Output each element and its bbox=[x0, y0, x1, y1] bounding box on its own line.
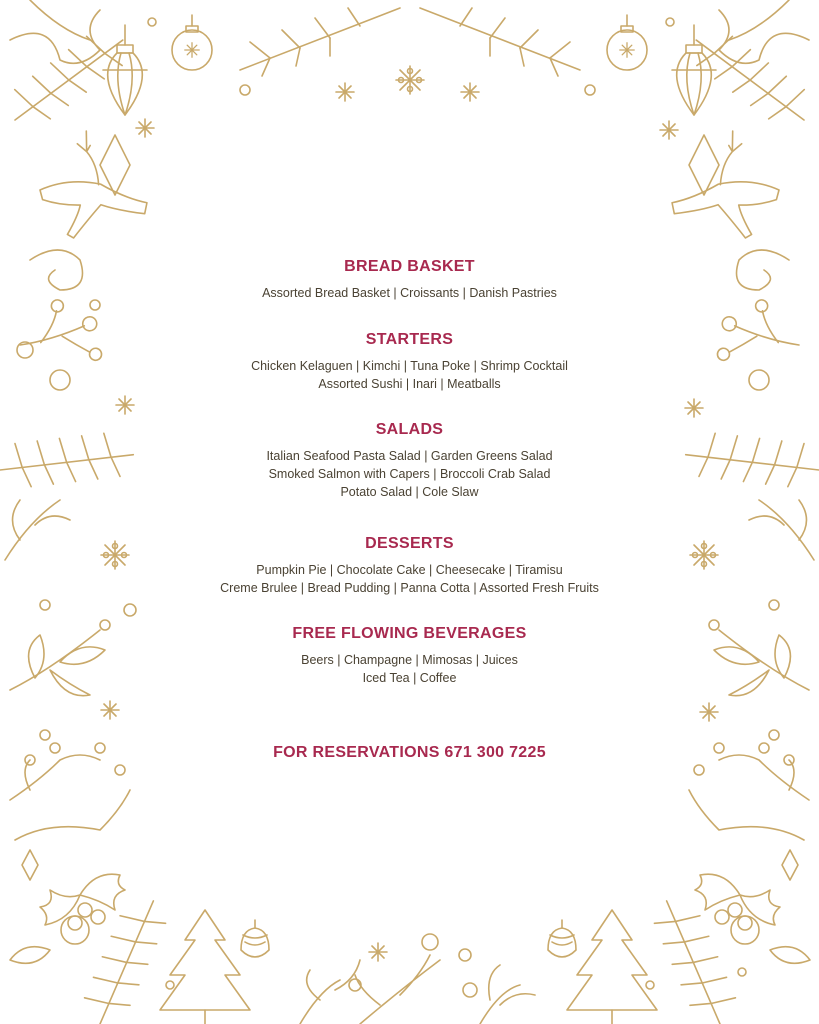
menu-line: Chicken Kelaguen | Kimchi | Tuna Poke | Shrimp Cocktail bbox=[251, 359, 568, 373]
menu-line: Assorted Sushi | Inari | Meatballs bbox=[318, 377, 501, 391]
menu-line: Creme Brulee | Bread Pudding | Panna Cotta | Assorted Fresh Fruits bbox=[220, 581, 599, 595]
section-heading: FREE FLOWING BEVERAGES bbox=[292, 625, 527, 642]
menu-line: Iced Tea | Coffee bbox=[362, 671, 457, 685]
section-heading: STARTERS bbox=[365, 331, 454, 348]
menu-line: Potato Salad | Cole Slaw bbox=[340, 485, 479, 499]
section-desserts bbox=[150, 533, 669, 597]
top-garland bbox=[148, 8, 674, 101]
menu-line: Beers | Champagne | Mimosas | Juices bbox=[301, 653, 518, 667]
section-heading: DESSERTS bbox=[365, 535, 454, 552]
bottom-decor bbox=[10, 850, 810, 1024]
section-heading: BREAD BASKET bbox=[344, 258, 475, 275]
section-bread-basket bbox=[150, 256, 669, 302]
section-starters bbox=[150, 329, 669, 393]
menu-line: Italian Seafood Pasta Salad | Garden Greens Salad bbox=[266, 449, 553, 463]
section-beverages bbox=[150, 623, 669, 687]
menu-line: Pumpkin Pie | Chocolate Cake | Cheesecake | Tiramisu bbox=[256, 563, 563, 577]
reservation-phone: FOR RESERVATIONS 671 300 7225 bbox=[273, 744, 546, 761]
section-salads bbox=[150, 419, 669, 501]
section-heading: SALADS bbox=[375, 421, 444, 438]
menu-line: Smoked Salmon with Capers | Broccoli Crab Salad bbox=[268, 467, 551, 481]
menu-line: Assorted Bread Basket | Croissants | Danish Pastries bbox=[262, 286, 557, 300]
